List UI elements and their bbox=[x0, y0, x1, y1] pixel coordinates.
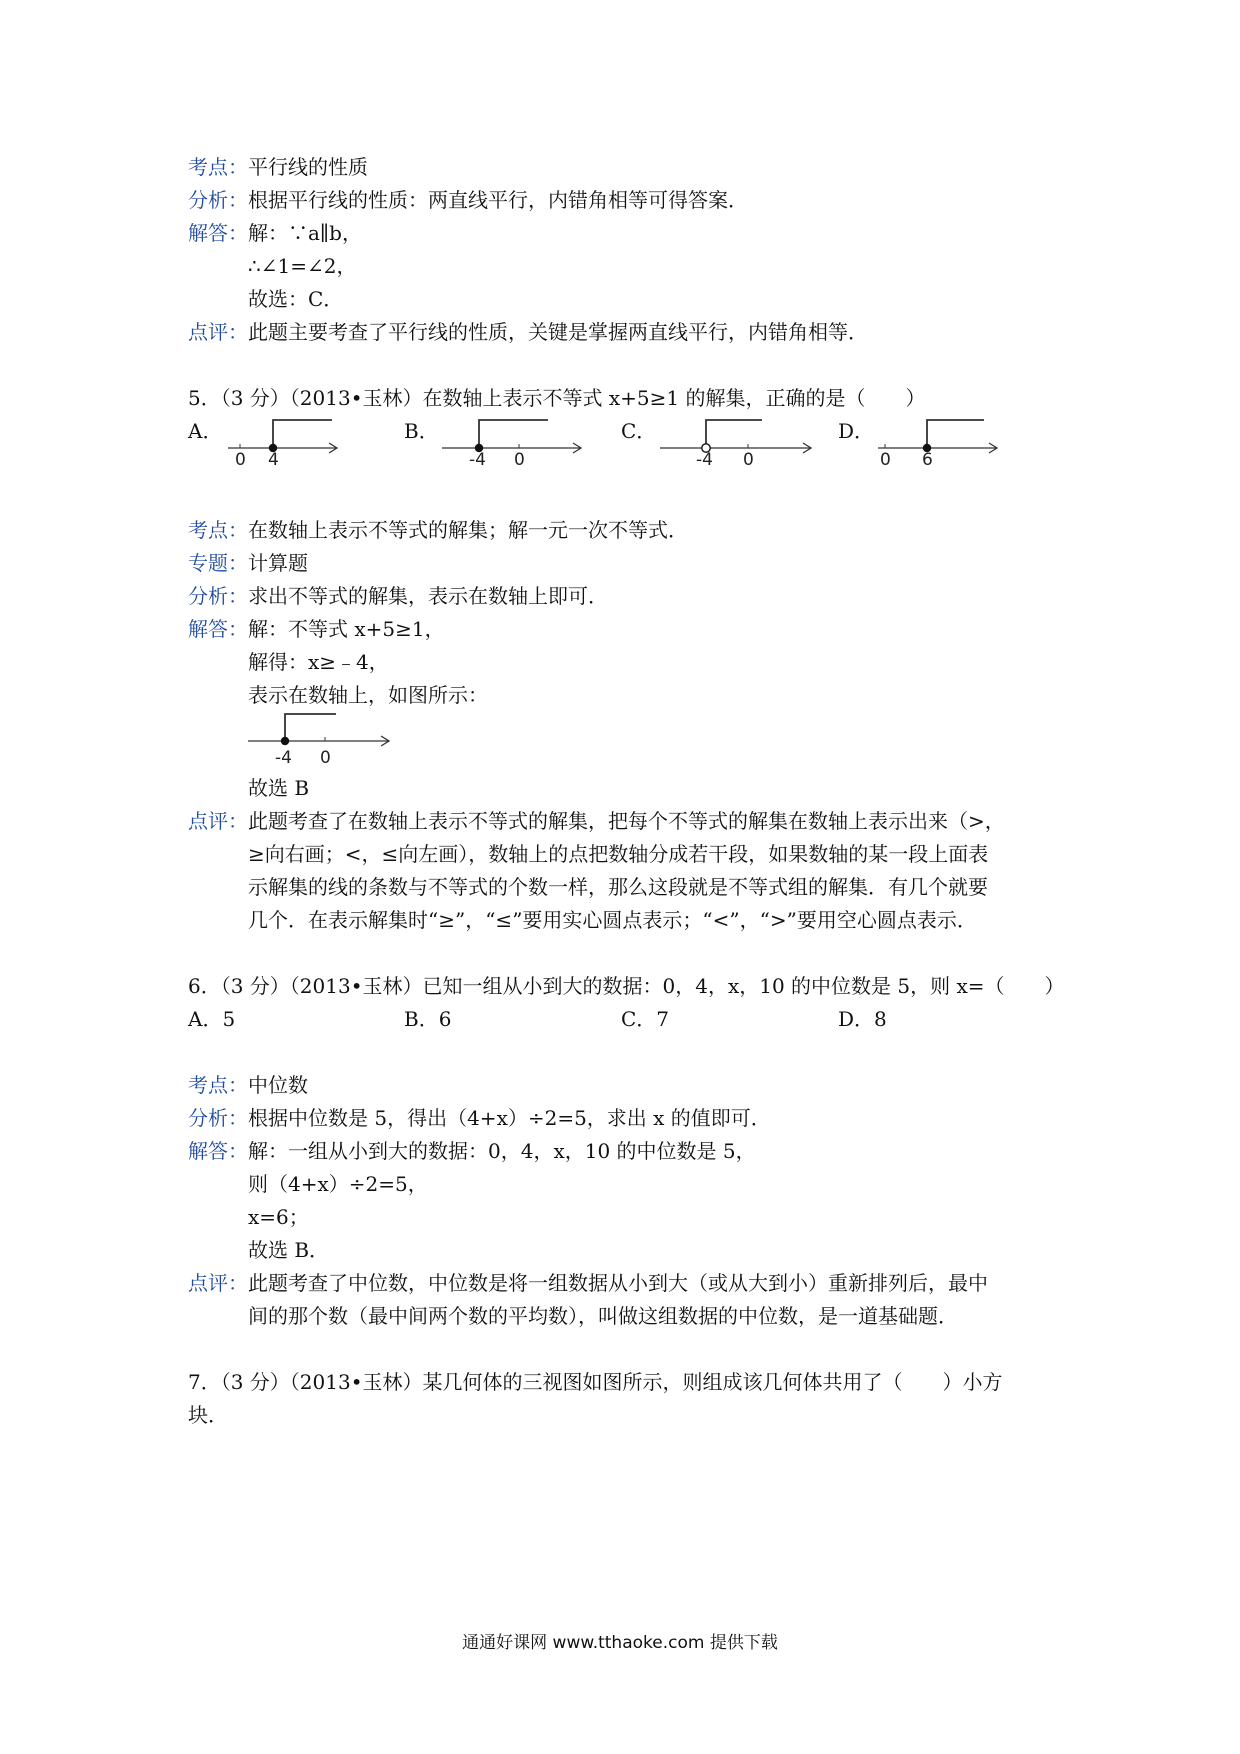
number-line-svg bbox=[878, 414, 1008, 470]
tick-label: -4 bbox=[696, 450, 713, 470]
q5-fenxi: 分析：求出不等式的解集，表示在数轴上即可． bbox=[188, 584, 608, 608]
q5-dianping-line: 几个．在表示解集时“≥”，“≤”要用实心圆点表示；“<”，“>”要用空心圆点表示． bbox=[248, 908, 977, 932]
q5-option-d-numberline bbox=[878, 414, 1008, 469]
q4-jieda: 解答：解：∵a∥b， bbox=[188, 221, 362, 245]
q6-jieda: 解答：解：一组从小到大的数据：0，4，x，10 的中位数是 5， bbox=[188, 1139, 756, 1163]
q4-dianping: 点评：此题主要考查了平行线的性质，关键是掌握两直线平行，内错角相等． bbox=[188, 320, 868, 344]
q7-stem-line: 块． bbox=[188, 1403, 228, 1427]
q6-fenxi: 分析：根据中位数是 5，得出（4+x）÷2=5，求出 x 的值即可． bbox=[188, 1106, 771, 1130]
q5-answer-numberline bbox=[248, 712, 398, 775]
q4-jieda-line: 故选：C． bbox=[248, 287, 344, 311]
q6-jieda-line: 则（4+x）÷2=5， bbox=[248, 1172, 428, 1196]
q4-fenxi: 分析：根据平行线的性质：两直线平行，内错角相等可得答案． bbox=[188, 188, 748, 212]
q4-jieda-line: ∴∠1=∠2， bbox=[248, 254, 357, 278]
tick-label: -4 bbox=[469, 450, 486, 470]
q6-option-c: C．7 bbox=[621, 1007, 670, 1031]
page-footer: 通通好课网 www.tthaoke.com 提供下载 bbox=[462, 1633, 778, 1653]
q6-kaodian: 考点：中位数 bbox=[188, 1073, 308, 1097]
q5-option-a-numberline bbox=[228, 414, 348, 469]
q5-kaodian: 考点：在数轴上表示不等式的解集；解一元一次不等式． bbox=[188, 518, 688, 542]
number-line-svg bbox=[442, 414, 592, 470]
q4-kaodian: 考点：平行线的性质 bbox=[188, 155, 368, 179]
number-line-svg bbox=[248, 712, 398, 770]
q5-option-a-letter: A． bbox=[188, 419, 223, 443]
tick-label: 0 bbox=[743, 450, 754, 470]
q6-dianping: 点评：此题考查了中位数，中位数是将一组数据从小到大（或从大到小）重新排列后，最中 bbox=[188, 1271, 988, 1295]
q5-jieda-end: 故选 B bbox=[248, 776, 310, 800]
q6-dianping-line: 间的那个数（最中间两个数的平均数），叫做这组数据的中位数，是一道基础题． bbox=[248, 1304, 958, 1328]
q5-option-b-letter: B． bbox=[404, 419, 439, 443]
q5-jieda-line: 表示在数轴上，如图所示： bbox=[248, 683, 488, 707]
q5-jieda: 解答：解：不等式 x+5≥1， bbox=[188, 617, 445, 641]
q7-stem: 7．（3 分）（2013•玉林）某几何体的三视图如图所示，则组成该几何体共用了（ ）小方 bbox=[188, 1370, 1003, 1394]
q6-jieda-line: x=6； bbox=[248, 1205, 309, 1229]
q6-option-b: B．6 bbox=[404, 1007, 452, 1031]
q6-jieda-line: 故选 B． bbox=[248, 1238, 330, 1262]
q5-option-c-letter: C． bbox=[621, 419, 657, 443]
q5-stem: 5．（3 分）（2013•玉林）在数轴上表示不等式 x+5≥1 的解集，正确的是（ ） bbox=[188, 386, 926, 410]
q5-option-c-numberline bbox=[660, 414, 820, 469]
q5-option-d-letter: D． bbox=[838, 419, 875, 443]
q6-option-d: D．8 bbox=[838, 1007, 887, 1031]
tick-label: 0 bbox=[235, 450, 246, 470]
tick-label: 4 bbox=[268, 450, 279, 470]
q5-dianping-line: 示解集的线的条数与不等式的个数一样，那么这段就是不等式组的解集．有几个就要 bbox=[248, 875, 988, 899]
q5-dianping-line: ≥向右画；<，≤向左画），数轴上的点把数轴分成若干段，如果数轴的某一段上面表 bbox=[248, 842, 989, 866]
tick-label: 0 bbox=[320, 748, 331, 768]
q5-dianping: 点评：此题考查了在数轴上表示不等式的解集，把每个不等式的解集在数轴上表示出来（>， bbox=[188, 809, 1005, 833]
tick-label: 0 bbox=[880, 450, 891, 470]
q5-zhuanti: 专题：计算题 bbox=[188, 551, 308, 575]
number-line-svg bbox=[228, 414, 348, 470]
q5-option-b-numberline bbox=[442, 414, 592, 469]
number-line-svg bbox=[660, 414, 820, 470]
tick-label: 6 bbox=[922, 450, 933, 470]
q6-option-a: A．5 bbox=[188, 1007, 236, 1031]
q6-stem: 6．（3 分）（2013•玉林）已知一组从小到大的数据：0，4，x，10 的中位数是 5，则 x=（ ） bbox=[188, 974, 1065, 998]
tick-label: -4 bbox=[275, 748, 292, 768]
tick-label: 0 bbox=[514, 450, 525, 470]
solution-point bbox=[281, 737, 289, 745]
q5-jieda-line: 解得：x≥﹣4， bbox=[248, 650, 389, 674]
